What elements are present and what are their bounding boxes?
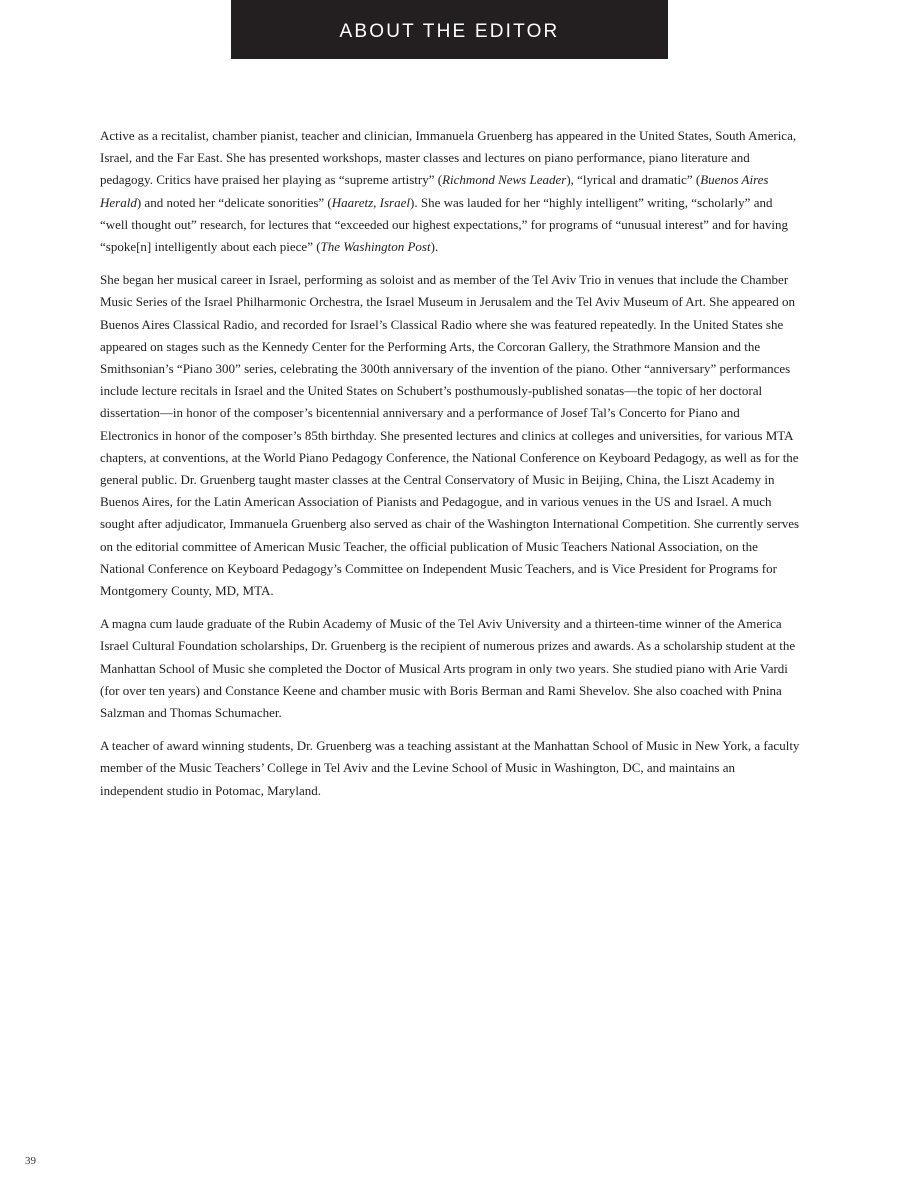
page-number: 39: [25, 1155, 36, 1167]
citation-text: The Washington Post: [320, 239, 431, 255]
paragraph: [100, 613, 800, 724]
paragraph-text: Active as a recitalist, chamber pianist, teacher and clinician, Immanuela Gruenberg has appeared in the United States, South America, Israel, and the Far East. She has presented workshops, master classes and lectures on piano performance, piano literature and pedagogy. Critics have praised her playing as “supreme artistry” (: [100, 128, 797, 188]
citation-text: Richmond News Leader: [442, 172, 567, 188]
body-text: [100, 125, 800, 813]
paragraph: [100, 735, 800, 802]
paragraph-text: ).: [430, 239, 439, 255]
paragraph-text: ) and noted her “delicate sonorities” (: [136, 194, 332, 210]
page-title: ABOUT THE EDITOR: [339, 20, 560, 42]
citation-text: Buenos Aires Herald: [100, 172, 769, 210]
paragraph: [100, 269, 800, 602]
paragraph: [100, 125, 800, 258]
paragraph-text: A magna cum laude graduate of the Rubin Academy of Music of the Tel Aviv University and a thirteen-time winner of the America Israel Cultural Foundation scholarships, Dr. Gruenberg is the recipient of numerous prizes and awards. As a scholarship student at the Manhattan School of Music she completed the Doctor of Musical Arts program in only two years. She studied piano with Arie Vardi (for over ten years) and Constance Keene and chamber music with Boris Berman and Rami Shevelov. She also coached with Pnina Salzman and Thomas Schumacher.: [100, 616, 796, 721]
paragraph-text: A teacher of award winning students, Dr. Gruenberg was a teaching assistant at the Manhattan School of Music in New York, a faculty member of the Music Teachers’ College in Tel Aviv and the Levine School of Music in Washington, DC, and maintains an independent studio in Potomac, Maryland.: [100, 738, 800, 798]
header-bar: [231, 0, 668, 59]
paragraph-text: ), “lyrical and dramatic” (: [566, 172, 701, 188]
citation-text: Haaretz, Israel: [331, 194, 411, 210]
paragraph-text: ). She was lauded for her “highly intelligent” writing, “scholarly” and “well thought out” research, for lectures that “exceeded our highest expectations,” for programs of “unusual interest” and for having “spoke[n] intelligently about each piece” (: [100, 194, 789, 255]
paragraph-text: She began her musical career in Israel, performing as soloist and as member of the Tel Aviv Trio in venues that include the Chamber Music Series of the Israel Philharmonic Orchestra, the Israel Museum in Jerusalem and the Tel Aviv Museum of Art. She appeared on Buenos Aires Classical Radio, and recorded for Israel’s Classical Radio where she was featured repeatedly. In the United States she appeared on stages such as the Kennedy Center for the Performing Arts, the Corcoran Gallery, the Strathmore Mansion and the Smithsonian’s “Piano 300” series, celebrating the 300th anniversary of the invention of the piano. Other “anniversary” performances include lecture recitals in Israel and the United States on Schubert’s posthumously-published sonatas—the topic of her doctoral dissertation—in honor of the composer’s bicentennial anniversary and a performance of Josef Tal’s Concerto for Piano and Electronics in honor of the composer’s 85th birthday. She presented lectures and clinics at colleges and universities, for various MTA chapters, at conventions, at the World Piano Pedagogy Conference, the National Conference on Keyboard Pedagogy, as well as for the general public. Dr. Gruenberg taught master classes at the Central Conservatory of Music in Beijing, China, the Liszt Academy in Buenos Aires, for the Latin American Association of Pianists and Pedagogue, and in various venues in the US and Israel. A much sought after adjudicator, Immanuela Gruenberg also served as chair of the Washington International Competition. She currently serves on the editorial committee of American Music Teacher, the official publication of Music Teachers National Association, on the National Conference on Keyboard Pedagogy’s Committee on Independent Music Teachers, and is Vice President for Programs for Montgomery County, MD, MTA.: [100, 272, 800, 599]
